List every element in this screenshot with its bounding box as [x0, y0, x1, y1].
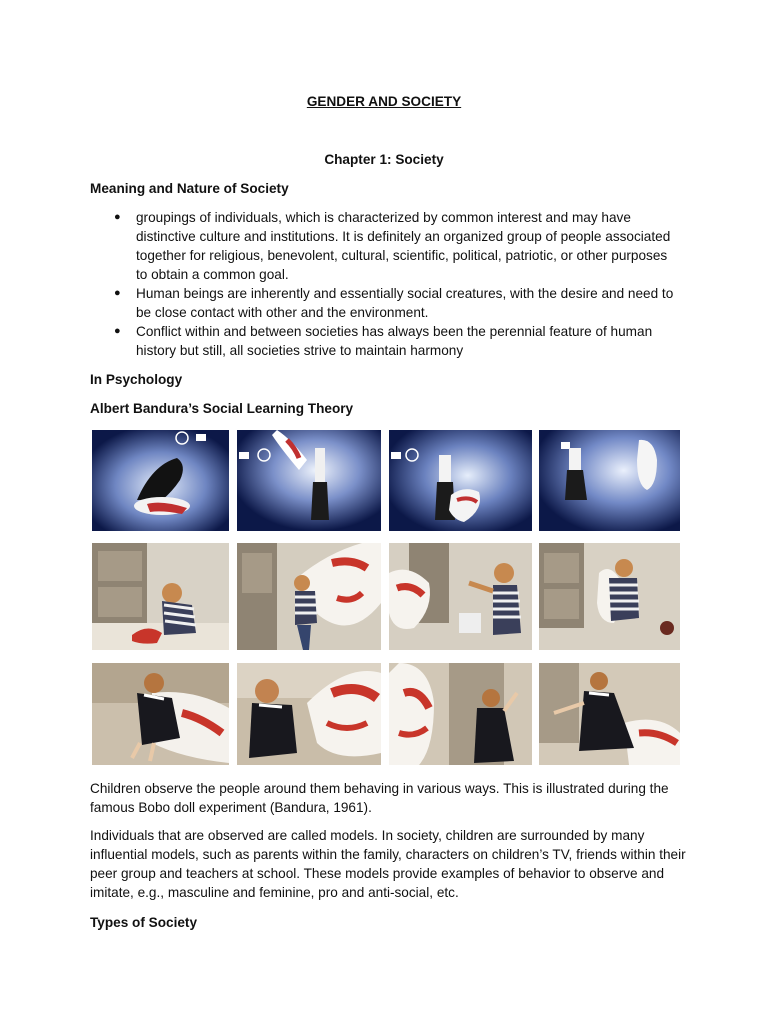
bobo-photo-10	[237, 663, 381, 765]
section-heading-meaning: Meaning and Nature of Society	[90, 181, 289, 196]
document-title: GENDER AND SOCIETY	[306, 94, 462, 109]
bobo-photo-4	[539, 430, 680, 531]
section-heading-psychology: In Psychology	[90, 372, 183, 387]
bobo-photo-2	[237, 430, 381, 531]
bobo-photo-8	[539, 543, 680, 650]
bobo-photo-1	[92, 430, 229, 531]
section-heading-bandura: Albert Bandura’s Social Learning Theory	[90, 401, 354, 416]
paragraph-bobo-experiment: Children observe the people around them behaving in various ways. This is illustrated during the famous Bobo doll experiment (Bandura, 1961).	[90, 781, 669, 815]
bobo-photo-11	[389, 663, 532, 765]
bullet-icon: ●	[114, 287, 121, 299]
section-heading-types: Types of Society	[90, 915, 198, 930]
bobo-photo-3	[389, 430, 532, 531]
paragraph-models: Individuals that are observed are called models. In society, children are surrounded by many influential models, such as parents within the family, characters on children’s TV, friends within their peer group and teachers at school. These models provide examples of behavior to observe and imitate, e.g., masculine and feminine, pro and anti-social, etc.	[90, 828, 686, 900]
chapter-title: Chapter 1: Society	[324, 152, 444, 167]
bullet-icon: ●	[114, 211, 121, 223]
bobo-photo-9	[92, 663, 229, 765]
bobo-photo-7	[389, 543, 532, 650]
bobo-photo-5	[92, 543, 229, 650]
bobo-doll-photo-grid	[92, 430, 680, 765]
bullet-icon: ●	[114, 325, 121, 337]
list-item: ● Conflict within and between societies has always been the perennial feature of human history but still, all societies strive to maintain harmony	[114, 324, 653, 358]
bobo-photo-12	[539, 663, 680, 765]
bobo-photo-6	[237, 543, 381, 650]
list-item: ● groupings of individuals, which is characterized by common interest and may have distinctive culture and institutions. It is definitely an organized group of people associated together for religious, benevolent, cultural, scientific, political, patriotic, or other purposes to obtain a common goal.	[114, 210, 671, 282]
list-item: ● Human beings are inherently and essentially social creatures, with the desire and need to be close contact with other and the environment.	[114, 286, 674, 320]
bullet-list	[90, 208, 680, 360]
